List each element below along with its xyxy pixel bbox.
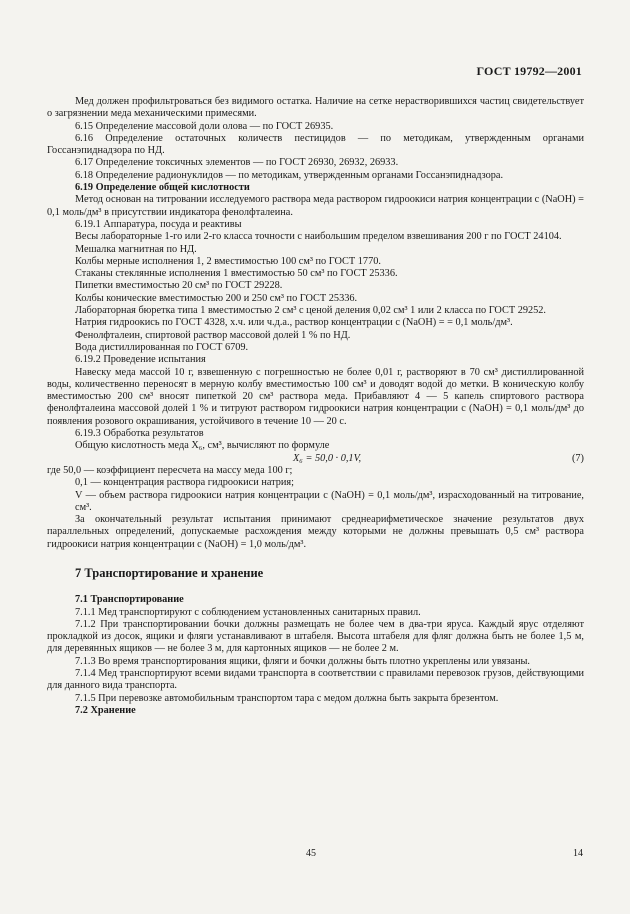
paragraph: Пипетки вместимостью 20 см³ по ГОСТ 29228. bbox=[75, 280, 283, 292]
paragraph: Вода дистиллированная по ГОСТ 6709. bbox=[75, 341, 249, 353]
clause-6-19-1: 6.19.1 Аппаратура, посуда и реактивы bbox=[75, 218, 242, 230]
where-line: V — объем раствора гидроокиси натрия концентрации c (NaOH) = 0,1 моль/дм³, израсходованный на титрование, см³. bbox=[75, 489, 584, 513]
paragraph: За окончательный результат испытания принимают среднеарифметическое значение результатов двух параллельных определений, допускаемые расхождения между которыми не должны превышать 0,5 см³ раствора гидроокиси натрия концентрации c (NaOH) = 1,0 моль/дм³. bbox=[47, 514, 584, 550]
formula-number: (7) bbox=[571, 452, 584, 464]
clause-7-1-4: 7.1.4 Мед транспортируют всеми видами транспорта в соответствии с правилами перевозок грузов, действующими для данного вида транспорта. bbox=[47, 668, 584, 692]
page-number: 45 bbox=[306, 848, 316, 859]
paragraph: Колбы мерные исполнения 1, 2 вместимостью 100 см³ по ГОСТ 1770. bbox=[75, 255, 381, 267]
clause-6-18: 6.18 Определение радионуклидов — по методикам, утвержденным органами Госсанэпиднадзора. bbox=[75, 169, 504, 181]
clause-7-1-2: 7.1.2 При транспортировании бочки должны размещать не более чем в два-три яруса. Каждый ярус отделяют прокладкой из досок, ящики и фляги устанавливают в штабеля. Высота штабеля для фляг должна быть не более 1,5 м, для деревянных ящиков — не более 3 м, для картонных ящиков — не более 2 м. bbox=[47, 618, 584, 655]
page-body bbox=[47, 96, 584, 717]
clause-6-17: 6.17 Определение токсичных элементов — по ГОСТ 26930, 26932, 26933. bbox=[75, 157, 399, 169]
formula-expression: X₆ = 50,0 · 0,1V, bbox=[293, 452, 362, 464]
section-7-title: 7 Транспортирование и хранение bbox=[75, 565, 264, 580]
where-line: 0,1 — концентрация раствора гидроокиси натрия; bbox=[75, 477, 295, 489]
clause-6-19-heading: 6.19 Определение общей кислотности bbox=[75, 182, 250, 194]
paragraph: Фенолфталеин, спиртовой раствор массовой долей 1 % по НД. bbox=[75, 329, 351, 341]
clause-7-1-heading: 7.1 Транспортирование bbox=[75, 594, 184, 606]
where-line: где 50,0 — коэффициент пересчета на массу меда 100 г; bbox=[47, 464, 293, 476]
clause-6-19-3: 6.19.3 Обработка результатов bbox=[75, 428, 204, 440]
formula-7 bbox=[47, 453, 584, 465]
paragraph: Стаканы стеклянные исполнения 1 вместимостью 50 см³ по ГОСТ 25336. bbox=[75, 268, 398, 280]
paragraph: Натрия гидроокись по ГОСТ 4328, х.ч. или ч.д.а., раствор концентрации c (NaOH) = = 0,1 моль/дм³. bbox=[75, 317, 513, 329]
paragraph: Навеску меда массой 10 г, взвешенную с погрешностью не более 0,01 г, растворяют в 70 см³ дистиллированной воды, количественно переносят в мерную колбу вместимостью 100 см³ и доводят водой до метки. В коническую колбу вместимостью 200 см³ вносят пипеткой 20 см³ раствора меда. Прибавляют 4 — 5 капель спиртового раствора фенолфталеина массовой долей 1 % и титруют раствором гидроокиси натрия концентрации c (NaOH) = 0,1 моль/дм³ до появления розового окрашивания, устойчивого в течение 10 — 20 с. bbox=[47, 366, 584, 427]
clause-6-16: 6.16 Определение остаточных количеств пестицидов — по методикам, утвержденным органами Госсанэпиднадзора по НД. bbox=[47, 132, 584, 157]
paragraph: Весы лабораторные 1-го или 2-го класса точности с наибольшим пределом взвешивания 200 г по ГОСТ 24104. bbox=[75, 231, 562, 243]
sheet-number: 14 bbox=[573, 848, 583, 859]
document-code: ГОСТ 19792—2001 bbox=[476, 64, 582, 78]
clause-7-1-1: 7.1.1 Мед транспортируют с соблюдением установленных санитарных правил. bbox=[75, 606, 421, 618]
clause-7-2-heading: 7.2 Хранение bbox=[75, 704, 136, 716]
paragraph: Лабораторная бюретка типа 1 вместимостью 2 см³ с ценой деления 0,02 см³ 1 или 2 класса по ГОСТ 29252. bbox=[75, 305, 547, 317]
paragraph: Метод основан на титровании исследуемого раствора меда раствором гидроокиси натрия концентрации c (NaOH) = 0,1 моль/дм³ в присутствии индикатора фенолфталеина. bbox=[47, 194, 584, 218]
clause-7-1-5: 7.1.5 При перевозке автомобильным транспортом тара с медом должна быть закрыта брезентом. bbox=[75, 692, 499, 704]
paragraph: Общую кислотность меда X₆, см³, вычисляют по формуле bbox=[75, 440, 330, 452]
paragraph: Колбы конические вместимостью 200 и 250 см³ по ГОСТ 25336. bbox=[75, 292, 358, 304]
clause-6-15: 6.15 Определение массовой доли олова — по ГОСТ 26935. bbox=[75, 120, 334, 132]
paragraph: Мед должен профильтроваться без видимого остатка. Наличие на сетке нерастворившихся частиц свидетельствует о загрязнении меда механическими примесями. bbox=[47, 96, 584, 120]
clause-6-19-2: 6.19.2 Проведение испытания bbox=[75, 354, 206, 366]
paragraph: Мешалка магнитная по НД. bbox=[75, 243, 197, 255]
clause-7-1-3: 7.1.3 Во время транспортирования ящики, фляги и бочки должны быть плотно укреплены или увязаны. bbox=[75, 655, 531, 667]
